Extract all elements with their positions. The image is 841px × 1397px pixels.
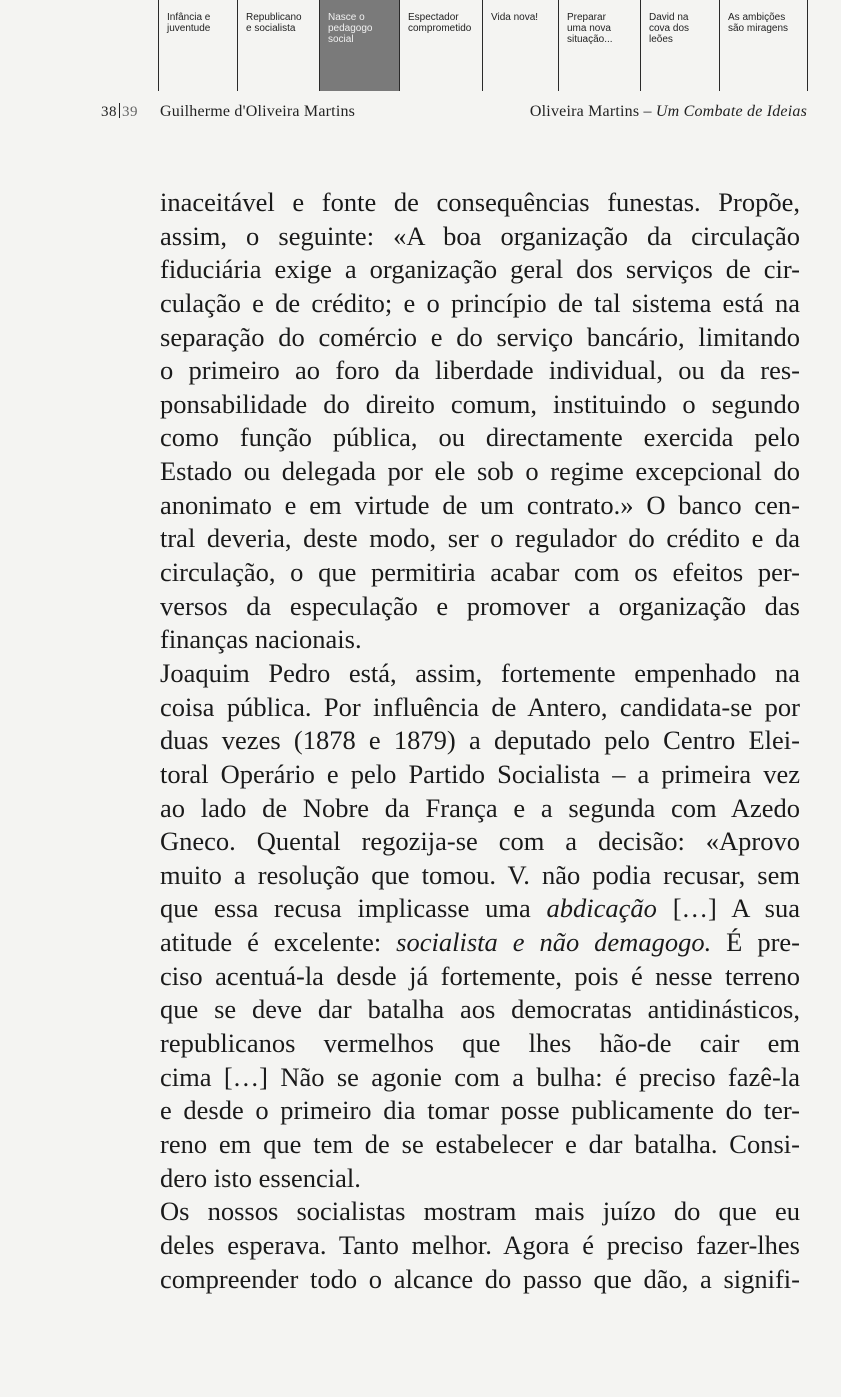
chapter-tab-4[interactable]	[400, 0, 483, 91]
text-run: republicanos vermelhos que lhes hão-de cair em	[160, 1028, 800, 1059]
text-run: finanças nacionais.	[160, 624, 362, 655]
running-header	[0, 103, 841, 125]
text-run: versos da especulação e promover a organização das	[160, 590, 800, 621]
text-line	[160, 758, 800, 792]
text-run: o primeiro ao foro da liberdade individual, ou da res-	[160, 355, 800, 386]
text-run: ponsabilidade do direito comum, instituindo o segundo	[160, 388, 800, 419]
text-run: separação do comércio e do serviço bancário, limitando	[160, 321, 800, 352]
chapter-tab-1[interactable]	[159, 0, 238, 91]
text-line	[160, 522, 800, 556]
page-numbers	[101, 103, 138, 121]
author-name: Guilherme d'Oliveira Martins	[160, 103, 356, 120]
text-line	[160, 186, 800, 220]
text-run: coisa pública. Por influência de Antero, candidata-se por	[160, 691, 800, 722]
text-line	[160, 1094, 800, 1128]
chapter-tab-label: Infância e juventude	[167, 12, 211, 34]
text-line	[160, 1061, 800, 1095]
chapter-tab-label: As ambições são miragens	[728, 12, 789, 34]
text-run: deles esperava. Tanto melhor. Agora é preciso fazer-lhes	[160, 1229, 800, 1260]
text-run: que se deve dar batalha aos democratas antidinásticos,	[160, 994, 800, 1025]
text-line	[160, 354, 800, 388]
text-line	[160, 960, 800, 994]
text-run: atitude é excelente:	[160, 927, 397, 958]
chapter-tab-5[interactable]	[483, 0, 559, 91]
text-run: cima […] Não se agonie com a bulha: é preciso fazê-la	[160, 1061, 800, 1092]
text-line	[160, 489, 800, 523]
text-run: toral Operário e pelo Partido Socialista – a primeira vez	[160, 758, 800, 789]
text-run: […] A sua	[656, 893, 800, 924]
text-line	[160, 926, 800, 960]
text-run: muito a resolução que tomou. V. não podia recusar, sem	[160, 859, 800, 890]
text-run: culação e de crédito; e o princípio de tal sistema está na	[160, 287, 800, 318]
text-line	[160, 421, 800, 455]
text-line	[160, 1128, 800, 1162]
chapter-tab-label: David na cova dos leões	[649, 12, 690, 45]
text-run: compreender todo o alcance do passo que dão, a signifi-	[160, 1263, 800, 1294]
text-run: fiduciária exige a organização geral dos serviços de cir-	[160, 254, 800, 285]
italic-text: socialista e não demagogo.	[396, 927, 712, 958]
text-run: duas vezes (1878 e 1879) a deputado pelo Centro Elei-	[160, 725, 800, 756]
text-line	[160, 859, 800, 893]
book-title	[530, 103, 807, 121]
text-run: anonimato e em virtude de um contrato.» O banco cen-	[160, 489, 800, 520]
page-number-right: 39	[122, 104, 138, 120]
text-run: ciso acentuá-la desde já fortemente, pois é nesse terreno	[160, 960, 800, 991]
text-run: e desde o primeiro dia tomar posse publicamente do ter-	[160, 1095, 800, 1126]
chapter-tab-label: Nasce o pedagogo social	[328, 12, 373, 45]
text-line	[160, 1229, 800, 1263]
body-text	[160, 186, 800, 1296]
chapter-tab-strip	[158, 0, 808, 91]
text-run: reno em que tem de se estabelecer e dar batalha. Consi-	[160, 1128, 800, 1159]
text-line	[160, 724, 800, 758]
text-line	[160, 691, 800, 725]
text-run: Joaquim Pedro está, assim, fortemente empenhado na	[160, 657, 800, 688]
italic-text: abdicação	[546, 893, 657, 924]
chapter-tab-2[interactable]	[238, 0, 320, 91]
chapter-tab-label: Vida nova!	[491, 12, 539, 23]
book-title-subtitle: Um Combate de Ideias	[655, 103, 807, 120]
text-run: tral deveria, deste modo, ser o regulador do crédito e da	[160, 523, 800, 554]
text-line	[160, 657, 800, 691]
chapter-tab-8[interactable]	[720, 0, 808, 91]
page-number-left: 38	[101, 104, 117, 120]
text-line	[160, 1263, 800, 1297]
text-run: circulação, o que permitiria acabar com os efeitos per-	[160, 557, 800, 588]
chapter-tab-label: Republicano e socialista	[246, 12, 302, 34]
text-line	[160, 455, 800, 489]
text-run: Gneco. Quental regozija-se com a decisão: «Aprovo	[160, 826, 800, 857]
text-run: como função pública, ou directamente exercida pelo	[160, 422, 800, 453]
text-line	[160, 253, 800, 287]
text-line	[160, 892, 800, 926]
text-line	[160, 792, 800, 826]
text-line	[160, 1195, 800, 1229]
text-run: que essa recusa implicasse uma	[160, 893, 547, 924]
chapter-tab-6[interactable]	[559, 0, 641, 91]
text-run: Os nossos socialistas mostram mais juízo do que eu	[160, 1196, 800, 1227]
chapter-tab-label: Espectador comprometido	[408, 12, 472, 34]
text-run: dero isto essencial.	[160, 1162, 361, 1193]
text-run: ao lado de Nobre da França e a segunda com Azedo	[160, 792, 800, 823]
text-line	[160, 388, 800, 422]
text-line	[160, 321, 800, 355]
text-line	[160, 1162, 800, 1196]
text-line	[160, 556, 800, 590]
text-line	[160, 825, 800, 859]
text-run: inaceitável e fonte de consequências funestas. Propõe,	[160, 187, 800, 217]
chapter-tab-7[interactable]	[641, 0, 720, 91]
text-run: assim, o seguinte: «A boa organização da circulação	[160, 220, 800, 251]
text-run: Estado ou delegada por ele sob o regime excepcional do	[160, 456, 800, 487]
text-line	[160, 993, 800, 1027]
folio-divider	[119, 103, 120, 118]
chapter-tab-label: Preparar uma nova situação...	[567, 12, 613, 45]
text-run: É pre-	[711, 927, 800, 958]
text-line	[160, 1027, 800, 1061]
text-line	[160, 220, 800, 254]
text-line	[160, 287, 800, 321]
text-line	[160, 623, 800, 657]
book-title-prefix: Oliveira Martins –	[529, 103, 652, 120]
chapter-tab-3[interactable]	[320, 0, 400, 91]
text-line	[160, 590, 800, 624]
